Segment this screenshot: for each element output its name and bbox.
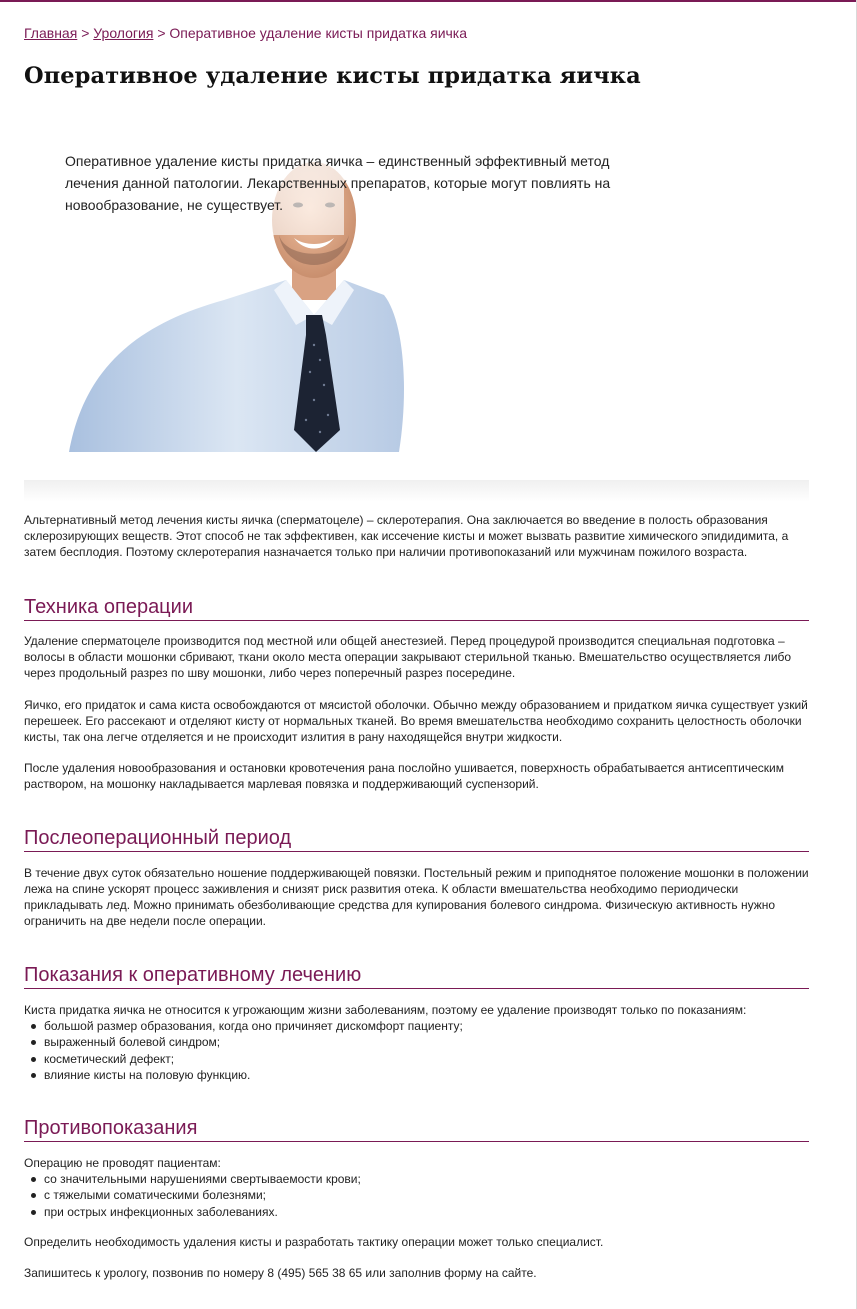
hero-banner xyxy=(24,110,809,500)
intro-paragraph: Альтернативный метод лечения кисты яичка (сперматоцеле) – склеротерапия. Она заключается во введение в полость образования склерозирующих веществ. Этот способ не так эффективен, как иссечение кисты и может вызвать развитие химического эпидидимита, а затем бесплодия. Поэтому склеротерапия назначается только при наличии противопоказаний или мужчинам пожилого возраста. xyxy=(24,513,789,559)
specialist-note: Определить необходимость удаления кисты и разработать тактику операции может только специалист. xyxy=(24,1235,604,1249)
list-item: влияние кисты на половую функцию. xyxy=(24,1067,463,1083)
list-item: большой размер образования, когда оно причиняет дискомфорт пациенту; xyxy=(24,1018,463,1034)
postop-paragraph: В течение двух суток обязательно ношение поддерживающей повязки. Постельный режим и приподнятое положение мошонки в положении лежа на спине ускорят процесс заживления и снизят риск развития отека. К области вмешательства необходимо периодически прикладывать лед. Можно принимать обезболивающие средства для купирования болевого синдрома. Физическую активность нужно ограничить на две недели после операции. xyxy=(24,866,809,928)
breadcrumb-current: Оперативное удаление кисты придатка яичка xyxy=(169,25,468,41)
breadcrumb xyxy=(24,25,467,41)
breadcrumb-category-link[interactable]: Урология xyxy=(93,25,154,41)
list-item: косметический дефект; xyxy=(24,1051,463,1067)
list-item: выраженный болевой синдром; xyxy=(24,1034,463,1050)
hero-text: Оперативное удаление кисты придатка яичка – единственный эффективный метод лечения данной патологии. Лекарственных препаратов, которые могут повлиять на новообразование, не существует. xyxy=(65,153,611,213)
section-title-indications: Показания к оперативному лечению xyxy=(24,963,809,989)
contraindications-intro: Операцию не проводят пациентам: xyxy=(24,1156,221,1170)
top-border xyxy=(0,0,857,2)
section-title-contraindications: Противопоказания xyxy=(24,1116,809,1142)
call-to-action: Запишитесь к урологу, позвонив по номеру 8 (495) 565 38 65 или заполнив форму на сайте. xyxy=(24,1266,537,1280)
page-title: Оперативное удаление кисты придатка яичка xyxy=(24,63,641,89)
technique-paragraph-1: Удаление сперматоцеле производится под местной или общей анестезией. Перед процедурой производится специальная подготовка – волосы в области мошонки сбривают, ткани около места операции закрывают стерильной тканью. Вмешательство осуществляется либо через продольный разрез по шву мошонки, либо через поперечный разрез посередине. xyxy=(24,634,792,680)
breadcrumb-separator: > xyxy=(157,25,166,41)
technique-paragraph-3: После удаления новообразования и остановки кровотечения рана послойно ушивается, поверхность обрабатывается антисептическим раствором, на мошонку накладывается марлевая повязка и поддерживающий суспензорий. xyxy=(24,761,784,791)
indications-intro: Киста придатка яичка не относится к угрожающим жизни заболеваниям, поэтому ее удаление производят только по показаниям: xyxy=(24,1003,747,1017)
breadcrumb-home-link[interactable]: Главная xyxy=(24,25,78,41)
technique-paragraph-2: Яичко, его придаток и сама киста освобождаются от мясистой оболочки. Обычно между образованием и придатком яичка существует узкий перешеек. Его рассекают и отделяют кисту от нормальных тканей. Во время вмешательства необходимо сохранить целостность оболочки кисты, так она легче отделяется и не происходит излития в рану находящейся внутри жидкости. xyxy=(24,698,808,744)
list-item: при острых инфекционных заболеваниях. xyxy=(24,1204,361,1220)
list-item: со значительными нарушениями свертываемости крови; xyxy=(24,1171,361,1187)
contraindications-list xyxy=(24,1171,361,1220)
list-item: с тяжелыми соматическими болезнями; xyxy=(24,1187,361,1203)
hero-shadow xyxy=(24,480,809,502)
section-title-technique: Техника операции xyxy=(24,595,809,621)
indications-list xyxy=(24,1018,463,1083)
breadcrumb-separator: > xyxy=(81,25,90,41)
section-title-postop: Послеоперационный период xyxy=(24,826,809,852)
